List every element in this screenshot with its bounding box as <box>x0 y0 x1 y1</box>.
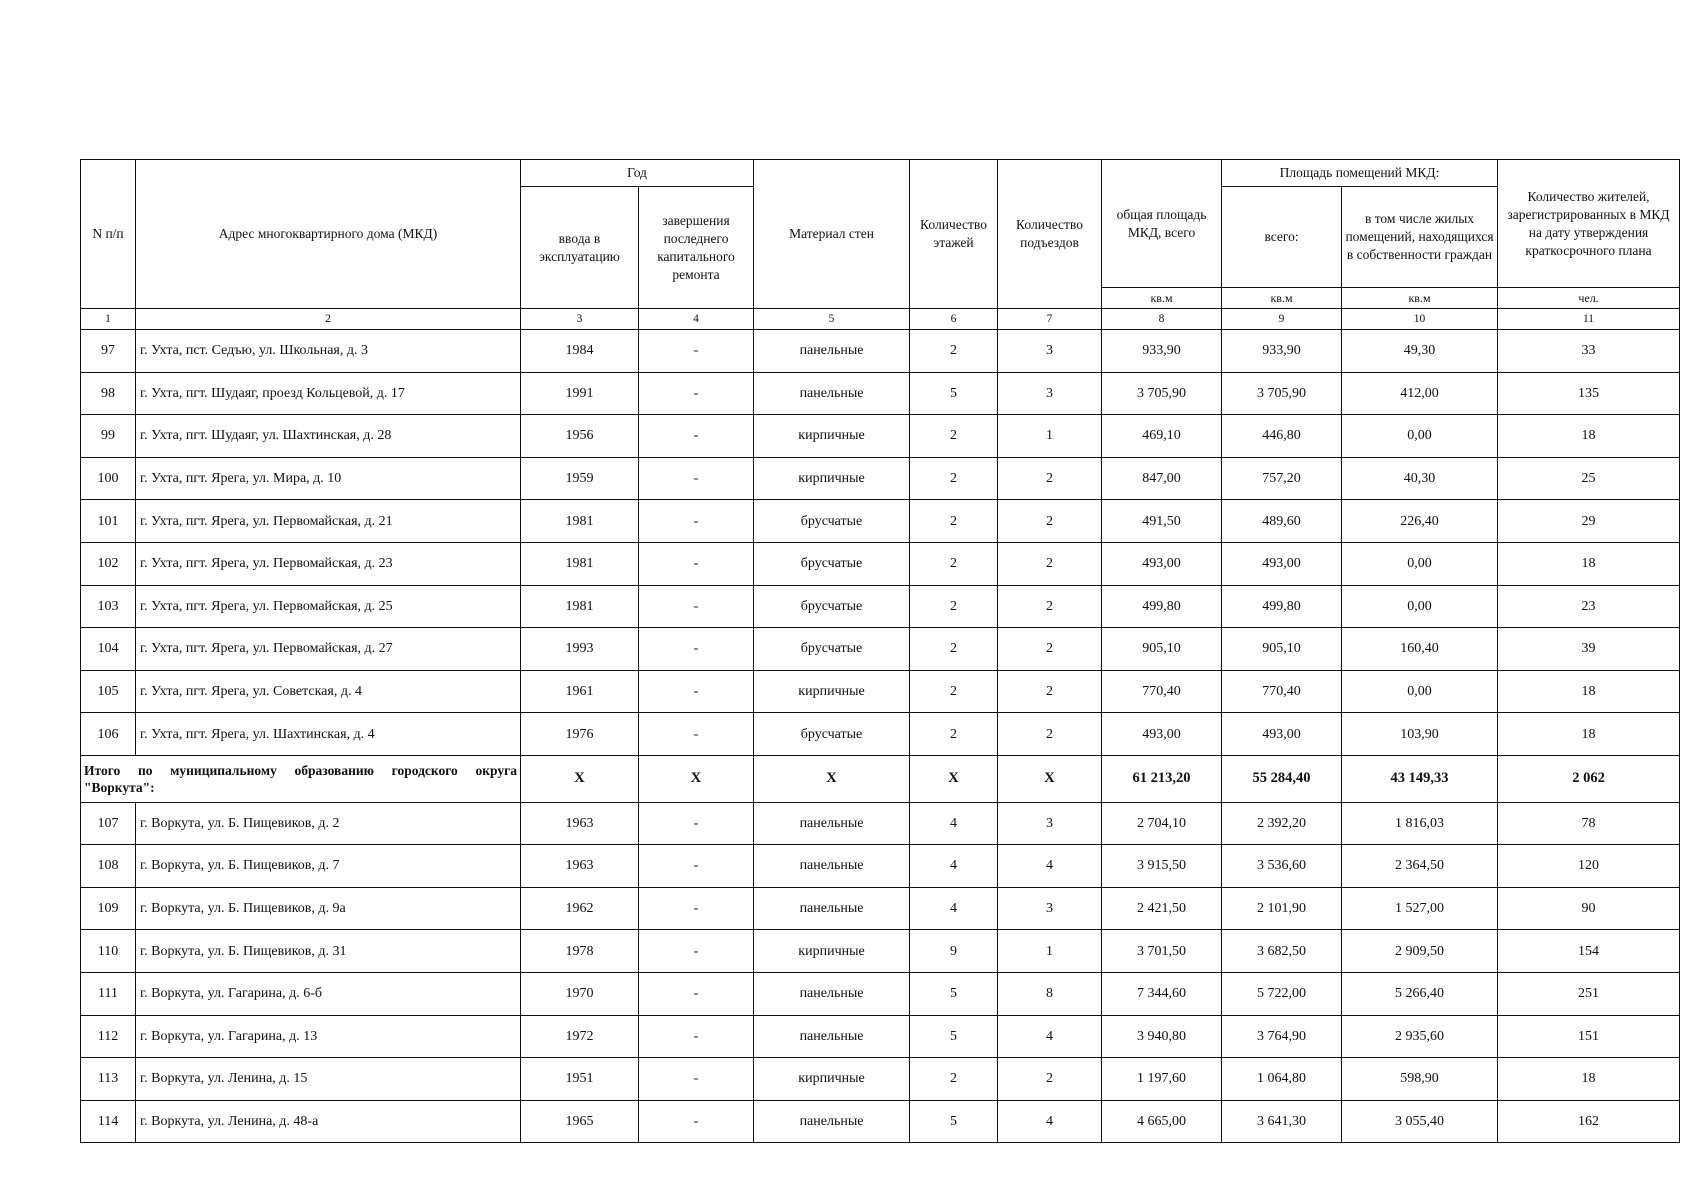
table-row <box>81 1100 1680 1143</box>
row-area-private: 1 527,00 <box>1342 887 1498 930</box>
row-year: 1962 <box>521 887 639 930</box>
row-entrances: 3 <box>998 887 1102 930</box>
row-material: панельные <box>754 887 910 930</box>
table-row <box>81 372 1680 415</box>
row-repair: - <box>639 972 754 1015</box>
column-number-row <box>81 309 1680 330</box>
row-floors: 2 <box>910 628 998 671</box>
row-material: панельные <box>754 1100 910 1143</box>
row-number: 98 <box>81 372 136 415</box>
row-residents: 120 <box>1498 845 1680 888</box>
unit-area-private: кв.м <box>1342 288 1498 309</box>
row-address: г. Воркута, ул. Б. Пищевиков, д. 31 <box>136 930 521 973</box>
table-row <box>81 887 1680 930</box>
unit-total-area: кв.м <box>1102 288 1222 309</box>
row-area-all: 770,40 <box>1222 670 1342 713</box>
row-number: 106 <box>81 713 136 756</box>
row-area-all: 933,90 <box>1222 330 1342 373</box>
row-number: 103 <box>81 585 136 628</box>
unit-area-all: кв.м <box>1222 288 1342 309</box>
row-material: панельные <box>754 1015 910 1058</box>
header-n: N п/п <box>81 160 136 309</box>
row-floors: 4 <box>910 887 998 930</box>
row-entrances: 2 <box>998 713 1102 756</box>
column-number: 11 <box>1498 309 1680 330</box>
row-total-area: 493,00 <box>1102 542 1222 585</box>
header-address: Адрес многоквартирного дома (МКД) <box>136 160 521 309</box>
row-material: панельные <box>754 845 910 888</box>
table-row <box>81 542 1680 585</box>
row-year: 1970 <box>521 972 639 1015</box>
row-area-private: 49,30 <box>1342 330 1498 373</box>
row-floors: 2 <box>910 713 998 756</box>
row-floors: 5 <box>910 372 998 415</box>
row-total-area: 1 197,60 <box>1102 1058 1222 1101</box>
row-total-area: 3 701,50 <box>1102 930 1222 973</box>
row-floors: 4 <box>910 845 998 888</box>
row-address: г. Ухта, пгт. Шудаяг, ул. Шахтинская, д. 28 <box>136 415 521 458</box>
total-area-sum: 61 213,20 <box>1102 755 1222 802</box>
header-area-private: в том числе жилых помещений, находящихся в собственности граждан <box>1342 187 1498 288</box>
table-body-group-2 <box>81 802 1680 1143</box>
column-number: 3 <box>521 309 639 330</box>
row-area-private: 0,00 <box>1342 542 1498 585</box>
row-entrances: 4 <box>998 1015 1102 1058</box>
table-row <box>81 1015 1680 1058</box>
table-row <box>81 1058 1680 1101</box>
header-residents: Количество жителей, зарегистрированных в МКД на дату утверждения краткосрочного плана <box>1498 160 1680 288</box>
row-year: 1951 <box>521 1058 639 1101</box>
row-total-area: 3 915,50 <box>1102 845 1222 888</box>
row-address: г. Воркута, ул. Б. Пищевиков, д. 9а <box>136 887 521 930</box>
row-material: кирпичные <box>754 670 910 713</box>
column-number: 6 <box>910 309 998 330</box>
row-number: 105 <box>81 670 136 713</box>
row-year: 1961 <box>521 670 639 713</box>
header-area-all: всего: <box>1222 187 1342 288</box>
row-material: брусчатые <box>754 585 910 628</box>
row-area-all: 3 682,50 <box>1222 930 1342 973</box>
row-area-private: 2 935,60 <box>1342 1015 1498 1058</box>
total-area-private-sum: 43 149,33 <box>1342 755 1498 802</box>
row-repair: - <box>639 670 754 713</box>
row-year: 1972 <box>521 1015 639 1058</box>
row-total-area: 7 344,60 <box>1102 972 1222 1015</box>
row-number: 107 <box>81 802 136 845</box>
row-number: 110 <box>81 930 136 973</box>
row-residents: 90 <box>1498 887 1680 930</box>
row-repair: - <box>639 585 754 628</box>
row-area-all: 3 641,30 <box>1222 1100 1342 1143</box>
row-entrances: 2 <box>998 542 1102 585</box>
row-repair: - <box>639 372 754 415</box>
row-area-all: 3 705,90 <box>1222 372 1342 415</box>
row-number: 112 <box>81 1015 136 1058</box>
row-year: 1981 <box>521 542 639 585</box>
row-total-area: 3 705,90 <box>1102 372 1222 415</box>
table-row <box>81 330 1680 373</box>
table-row <box>81 457 1680 500</box>
header-area-group: Площадь помещений МКД: <box>1222 160 1498 187</box>
row-address: г. Ухта, пст. Седъю, ул. Школьная, д. 3 <box>136 330 521 373</box>
row-material: кирпичные <box>754 1058 910 1101</box>
row-material: брусчатые <box>754 713 910 756</box>
row-year: 1993 <box>521 628 639 671</box>
row-residents: 39 <box>1498 628 1680 671</box>
row-total-area: 469,10 <box>1102 415 1222 458</box>
row-residents: 18 <box>1498 713 1680 756</box>
row-floors: 2 <box>910 1058 998 1101</box>
row-area-all: 2 392,20 <box>1222 802 1342 845</box>
row-entrances: 4 <box>998 845 1102 888</box>
row-year: 1963 <box>521 845 639 888</box>
row-area-all: 757,20 <box>1222 457 1342 500</box>
document-sheet <box>80 159 1679 1143</box>
row-floors: 2 <box>910 542 998 585</box>
row-address: г. Ухта, пгт. Ярега, ул. Первомайская, д. 21 <box>136 500 521 543</box>
row-number: 101 <box>81 500 136 543</box>
row-floors: 2 <box>910 670 998 713</box>
row-total-area: 847,00 <box>1102 457 1222 500</box>
column-number: 1 <box>81 309 136 330</box>
row-year: 1981 <box>521 585 639 628</box>
row-residents: 18 <box>1498 415 1680 458</box>
row-residents: 78 <box>1498 802 1680 845</box>
table-row <box>81 713 1680 756</box>
row-residents: 162 <box>1498 1100 1680 1143</box>
row-floors: 5 <box>910 972 998 1015</box>
total-material: X <box>754 755 910 802</box>
row-material: панельные <box>754 372 910 415</box>
row-address: г. Воркута, ул. Б. Пищевиков, д. 7 <box>136 845 521 888</box>
column-number: 9 <box>1222 309 1342 330</box>
row-entrances: 1 <box>998 930 1102 973</box>
row-residents: 151 <box>1498 1015 1680 1058</box>
row-address: г. Ухта, пгт. Ярега, ул. Советская, д. 4 <box>136 670 521 713</box>
row-year: 1981 <box>521 500 639 543</box>
row-total-area: 905,10 <box>1102 628 1222 671</box>
row-number: 108 <box>81 845 136 888</box>
row-area-all: 3 764,90 <box>1222 1015 1342 1058</box>
header-year-repair: завершения последнего капитального ремонта <box>639 187 754 309</box>
table-row <box>81 972 1680 1015</box>
row-material: панельные <box>754 802 910 845</box>
row-address: г. Воркута, ул. Ленина, д. 15 <box>136 1058 521 1101</box>
row-address: г. Ухта, пгт. Ярега, ул. Первомайская, д. 25 <box>136 585 521 628</box>
row-total-area: 491,50 <box>1102 500 1222 543</box>
table-row <box>81 802 1680 845</box>
column-number: 5 <box>754 309 910 330</box>
row-area-private: 2 364,50 <box>1342 845 1498 888</box>
row-residents: 29 <box>1498 500 1680 543</box>
row-repair: - <box>639 628 754 671</box>
row-area-all: 3 536,60 <box>1222 845 1342 888</box>
header-year-commission: ввода в эксплуатацию <box>521 187 639 309</box>
row-repair: - <box>639 845 754 888</box>
table-row <box>81 415 1680 458</box>
total-label: Итого по муниципальному образованию городского округа "Воркута": <box>81 755 521 802</box>
row-floors: 2 <box>910 457 998 500</box>
row-area-private: 5 266,40 <box>1342 972 1498 1015</box>
table-row <box>81 845 1680 888</box>
row-address: г. Воркута, ул. Б. Пищевиков, д. 2 <box>136 802 521 845</box>
row-area-all: 5 722,00 <box>1222 972 1342 1015</box>
row-year: 1976 <box>521 713 639 756</box>
row-entrances: 2 <box>998 500 1102 543</box>
row-area-all: 499,80 <box>1222 585 1342 628</box>
header-wall-material: Материал стен <box>754 160 910 309</box>
row-total-area: 933,90 <box>1102 330 1222 373</box>
total-repair: X <box>639 755 754 802</box>
row-residents: 18 <box>1498 542 1680 585</box>
row-floors: 2 <box>910 330 998 373</box>
row-repair: - <box>639 887 754 930</box>
row-residents: 23 <box>1498 585 1680 628</box>
row-year: 1984 <box>521 330 639 373</box>
row-address: г. Ухта, пгт. Шудаяг, проезд Кольцевой, д. 17 <box>136 372 521 415</box>
row-floors: 5 <box>910 1100 998 1143</box>
row-repair: - <box>639 802 754 845</box>
row-repair: - <box>639 457 754 500</box>
row-year: 1978 <box>521 930 639 973</box>
row-repair: - <box>639 713 754 756</box>
total-residents: 2 062 <box>1498 755 1680 802</box>
row-floors: 2 <box>910 415 998 458</box>
total-floors: X <box>910 755 998 802</box>
total-body <box>81 755 1680 802</box>
row-repair: - <box>639 1015 754 1058</box>
row-number: 99 <box>81 415 136 458</box>
row-repair: - <box>639 500 754 543</box>
row-area-all: 493,00 <box>1222 713 1342 756</box>
row-floors: 9 <box>910 930 998 973</box>
row-residents: 18 <box>1498 670 1680 713</box>
row-area-all: 446,80 <box>1222 415 1342 458</box>
row-area-private: 1 816,03 <box>1342 802 1498 845</box>
row-floors: 5 <box>910 1015 998 1058</box>
column-number: 2 <box>136 309 521 330</box>
row-year: 1965 <box>521 1100 639 1143</box>
row-repair: - <box>639 330 754 373</box>
row-area-private: 3 055,40 <box>1342 1100 1498 1143</box>
row-total-area: 499,80 <box>1102 585 1222 628</box>
row-address: г. Воркута, ул. Гагарина, д. 13 <box>136 1015 521 1058</box>
row-repair: - <box>639 1100 754 1143</box>
header-entrances: Количество подъездов <box>998 160 1102 309</box>
row-entrances: 2 <box>998 1058 1102 1101</box>
row-entrances: 1 <box>998 415 1102 458</box>
total-entrances: X <box>998 755 1102 802</box>
row-entrances: 3 <box>998 802 1102 845</box>
column-number: 8 <box>1102 309 1222 330</box>
row-area-all: 489,60 <box>1222 500 1342 543</box>
row-number: 100 <box>81 457 136 500</box>
row-area-all: 2 101,90 <box>1222 887 1342 930</box>
table-row <box>81 500 1680 543</box>
row-entrances: 3 <box>998 372 1102 415</box>
row-number: 97 <box>81 330 136 373</box>
row-year: 1956 <box>521 415 639 458</box>
row-repair: - <box>639 1058 754 1101</box>
row-material: брусчатые <box>754 628 910 671</box>
row-entrances: 2 <box>998 585 1102 628</box>
column-number: 4 <box>639 309 754 330</box>
header-total-area: общая площадь МКД, всего <box>1102 160 1222 288</box>
row-address: г. Ухта, пгт. Ярега, ул. Шахтинская, д. 4 <box>136 713 521 756</box>
table-row <box>81 628 1680 671</box>
row-area-private: 0,00 <box>1342 585 1498 628</box>
row-material: кирпичные <box>754 457 910 500</box>
row-total-area: 4 665,00 <box>1102 1100 1222 1143</box>
row-repair: - <box>639 930 754 973</box>
row-number: 102 <box>81 542 136 585</box>
row-year: 1991 <box>521 372 639 415</box>
row-area-private: 40,30 <box>1342 457 1498 500</box>
row-area-all: 905,10 <box>1222 628 1342 671</box>
housing-table <box>80 159 1680 1143</box>
row-area-private: 2 909,50 <box>1342 930 1498 973</box>
row-entrances: 2 <box>998 670 1102 713</box>
row-residents: 251 <box>1498 972 1680 1015</box>
column-number: 10 <box>1342 309 1498 330</box>
row-year: 1959 <box>521 457 639 500</box>
row-address: г. Ухта, пгт. Ярега, ул. Первомайская, д. 27 <box>136 628 521 671</box>
row-number: 114 <box>81 1100 136 1143</box>
row-floors: 2 <box>910 500 998 543</box>
row-area-private: 226,40 <box>1342 500 1498 543</box>
row-entrances: 3 <box>998 330 1102 373</box>
row-area-all: 1 064,80 <box>1222 1058 1342 1101</box>
row-repair: - <box>639 542 754 585</box>
row-area-all: 493,00 <box>1222 542 1342 585</box>
row-total-area: 770,40 <box>1102 670 1222 713</box>
row-residents: 135 <box>1498 372 1680 415</box>
row-residents: 25 <box>1498 457 1680 500</box>
total-row <box>81 755 1680 802</box>
row-total-area: 2 704,10 <box>1102 802 1222 845</box>
row-material: брусчатые <box>754 500 910 543</box>
total-area-all-sum: 55 284,40 <box>1222 755 1342 802</box>
row-area-private: 0,00 <box>1342 415 1498 458</box>
table-row <box>81 585 1680 628</box>
row-address: г. Воркута, ул. Ленина, д. 48-а <box>136 1100 521 1143</box>
row-area-private: 0,00 <box>1342 670 1498 713</box>
row-repair: - <box>639 415 754 458</box>
row-number: 113 <box>81 1058 136 1101</box>
row-material: панельные <box>754 330 910 373</box>
row-residents: 18 <box>1498 1058 1680 1101</box>
row-address: г. Ухта, пгт. Ярега, ул. Мира, д. 10 <box>136 457 521 500</box>
row-number: 111 <box>81 972 136 1015</box>
table-row <box>81 670 1680 713</box>
row-number: 109 <box>81 887 136 930</box>
total-year: X <box>521 755 639 802</box>
row-residents: 33 <box>1498 330 1680 373</box>
row-area-private: 598,90 <box>1342 1058 1498 1101</box>
row-area-private: 412,00 <box>1342 372 1498 415</box>
row-material: кирпичные <box>754 930 910 973</box>
unit-residents: чел. <box>1498 288 1680 309</box>
header-year-group: Год <box>521 160 754 187</box>
row-residents: 154 <box>1498 930 1680 973</box>
row-year: 1963 <box>521 802 639 845</box>
table-row <box>81 930 1680 973</box>
row-floors: 4 <box>910 802 998 845</box>
row-total-area: 2 421,50 <box>1102 887 1222 930</box>
row-entrances: 4 <box>998 1100 1102 1143</box>
row-area-private: 160,40 <box>1342 628 1498 671</box>
row-entrances: 2 <box>998 628 1102 671</box>
row-material: кирпичные <box>754 415 910 458</box>
column-number: 7 <box>998 309 1102 330</box>
row-floors: 2 <box>910 585 998 628</box>
row-material: панельные <box>754 972 910 1015</box>
row-address: г. Ухта, пгт. Ярега, ул. Первомайская, д. 23 <box>136 542 521 585</box>
row-address: г. Воркута, ул. Гагарина, д. 6-б <box>136 972 521 1015</box>
row-total-area: 3 940,80 <box>1102 1015 1222 1058</box>
header-floors: Количество этажей <box>910 160 998 309</box>
row-entrances: 8 <box>998 972 1102 1015</box>
row-total-area: 493,00 <box>1102 713 1222 756</box>
row-area-private: 103,90 <box>1342 713 1498 756</box>
table-body-group-1 <box>81 330 1680 756</box>
row-entrances: 2 <box>998 457 1102 500</box>
row-number: 104 <box>81 628 136 671</box>
row-material: брусчатые <box>754 542 910 585</box>
